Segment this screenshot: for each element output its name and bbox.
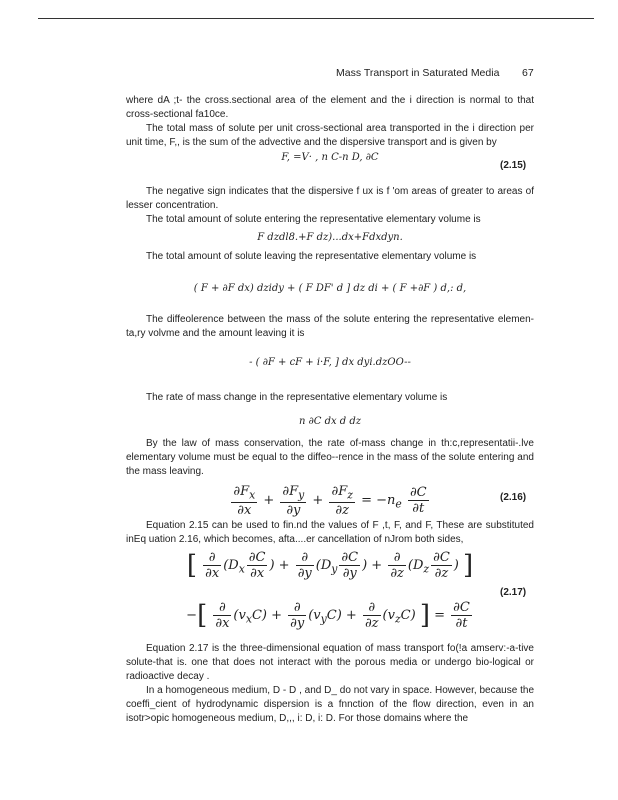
paragraph-text: where dA ;t- the cross.sectional area of the element and the i direction is normal to that cross-sectional fa10ce. xyxy=(126,95,534,120)
equation-2-16: $\frac{\partial F_x}{\partial x}$ + $\frac{\partial F_y}{\partial y}$ + $\frac{\partial F_z}{\partial z}$ = $-n_e$ $\frac{\partial C}{\partial t}$ xyxy=(233,484,427,518)
paragraph-text: The total amount of solute entering the representative elementary volume is xyxy=(146,214,481,225)
page-number: 67 xyxy=(522,67,534,79)
equation-text: ( F + ∂F dx) dzidy + ( F DF' d ] dz di + ( F +∂F ) d,: d, xyxy=(193,283,467,294)
fraction: $\frac{\partial F_x}{\partial x}$ xyxy=(233,484,256,518)
top-rule xyxy=(38,18,594,19)
paragraph-text: The negative sign indicates that the dispersive f ux is f 'om areas of greater to areas of lesser concentration. xyxy=(126,186,534,211)
paragraph-text: By the law of mass conservation, the rate of-mass change in th:c,representatii-.lve elementary volume must be equal to the diffeo--rence in the mass of the solute entering and the mass leaving. xyxy=(126,438,534,477)
paragraph-text: The total mass of solute per unit cross-sectional area transported in the i direction per unit time, F,, is the sum of the advective and the dispersive transport and is given by xyxy=(126,123,534,148)
running-header: Mass Transport in Saturated Media xyxy=(336,67,500,79)
equation-rate xyxy=(126,416,534,427)
paragraph-8 xyxy=(126,642,534,726)
paragraph-5 xyxy=(126,391,534,405)
equation-label: (2.15) xyxy=(500,160,527,171)
paragraph-1 xyxy=(126,94,534,150)
paragraph-4 xyxy=(126,313,534,341)
equation-leaving xyxy=(126,283,534,294)
fraction: $\frac{\partial C}{\partial t}$ xyxy=(409,485,427,517)
equation-text: F, =V· , n C-n D, ∂C xyxy=(281,152,379,163)
equation-label: (2.16) xyxy=(500,492,527,503)
paragraph-text: The rate of mass change in the representative elementary volume is xyxy=(146,392,448,403)
paragraph-3 xyxy=(126,250,534,264)
equation-2-17-line1: [ $\frac{\partial}{\partial x}$ ($D_x$ $\frac{\partial C}{\partial x}$ ) + $\frac{\partial}{\partial y}$ ($D_y$ $\frac{\partial C}{\partial y}$ ) + $\frac{\partial}{\partial z}$ ($D_z$ $\frac{\partial C}{\partial z}$ ) ] xyxy=(186,550,474,581)
equation-2-15 xyxy=(126,152,534,163)
equation-entering xyxy=(126,232,534,243)
paragraph-text: The diffeolerence between the mass of the solute entering the representative elemen-ta,ry volvme and the amount leaving it is xyxy=(126,314,534,339)
paragraph-7 xyxy=(126,519,534,547)
fraction: $\frac{\partial F_z}{\partial z}$ xyxy=(331,484,353,518)
paragraph-text: The total amount of solute leaving the representative elementary volume is xyxy=(146,251,477,262)
paragraph-text: Equation 2.15 can be used to fin.nd the values of F ,t, F, and F, These are substituted inEq uation 2.16, which becomes, afta....er cancellation of nJrom both sides, xyxy=(126,520,534,545)
equation-text: - ( ∂F + cF + i·F, ] dx dyi.dzOO-- xyxy=(249,357,411,368)
fraction: $\frac{\partial F_y}{\partial y}$ xyxy=(282,484,305,518)
paragraph-2 xyxy=(126,185,534,227)
equation-text: F dzdl8.+F dz)...dx+Fdxdyn. xyxy=(257,232,403,243)
paragraph-6 xyxy=(126,437,534,479)
equation-difference xyxy=(126,357,534,368)
equation-2-17-line2: −[ $\frac{\partial}{\partial x}$ $(v_xC)$ + $\frac{\partial}{\partial y}$ $(v_yC)$ + $\frac{\partial}{\partial z}$ $(v_zC)$ ] = $\frac{\partial C}{\partial t}$ xyxy=(186,600,470,631)
equation-label: (2.17) xyxy=(500,587,527,598)
equation-text: n ∂C dx d dz xyxy=(298,416,362,427)
paragraph-text: Equation 2.17 is the three-dimensional equation of mass transport fo(!a amserv:-a-tive solute-that is. one that does not interact with the porous media or undergo bio-logical or radioactive decay . xyxy=(126,643,534,682)
paragraph-text: In a homogeneous medium, D - D , and D_ do not vary in space. However, because the coeffi_cient of hydrodynamic dispersion is a fnnction of the flow direction, even in an isotr>opic homogeneous medium, D,,, i: D, i: D. For those domains where the xyxy=(126,685,534,724)
